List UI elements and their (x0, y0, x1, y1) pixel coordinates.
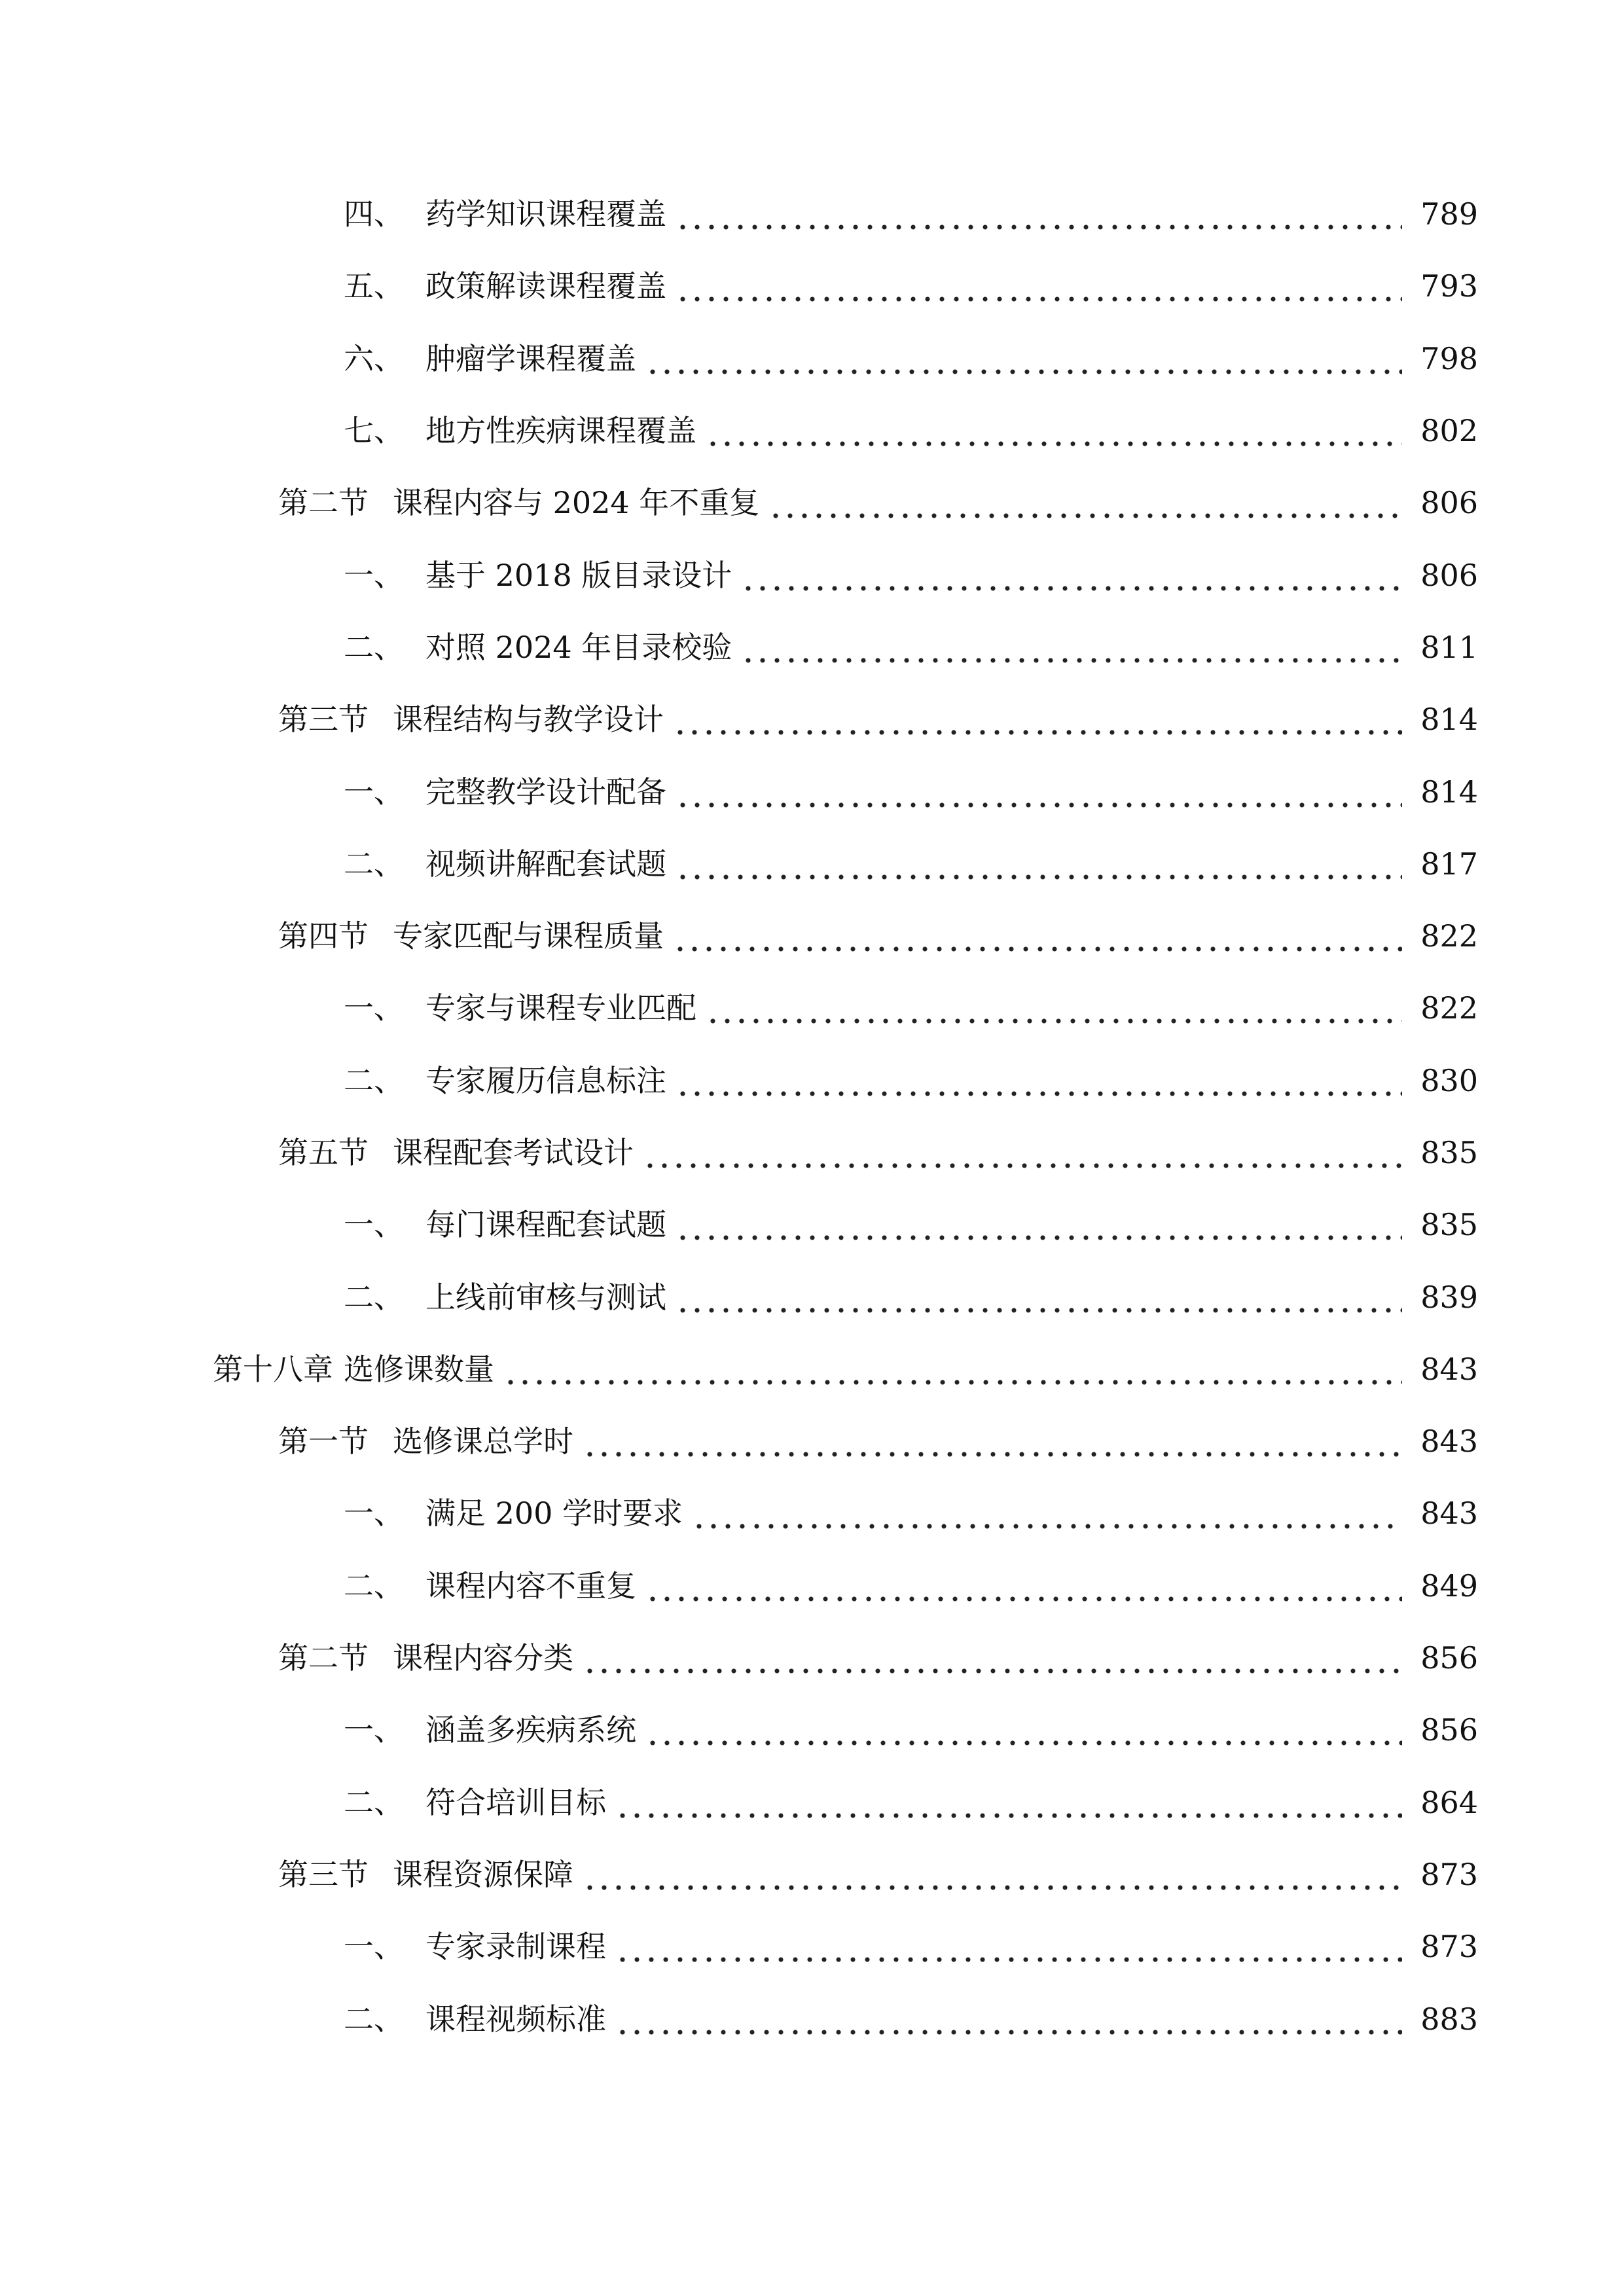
toc-entry-label (278, 1856, 573, 1893)
dot-leader (503, 1351, 1402, 1388)
toc-entry-label (344, 1062, 666, 1099)
toc-entry-page-number: 789 (1420, 196, 1478, 232)
toc-entry[interactable] (0, 1550, 1624, 1622)
toc-entry-title: 专家录制课程 (425, 1929, 606, 1965)
toc-entry-title: 基于 2018 版目录设计 (425, 557, 732, 593)
dot-leader (676, 1206, 1402, 1243)
dot-leader (615, 1784, 1402, 1821)
toc-entry-page-number: 806 (1420, 485, 1478, 521)
toc-entry-page-number: 843 (1420, 1424, 1478, 1460)
dot-leader (741, 629, 1402, 666)
toc-entry-label (344, 990, 696, 1026)
toc-entry-number: 第二节 (278, 485, 369, 521)
toc-entry-label (344, 774, 666, 810)
toc-entry-number: 二、 (344, 1568, 404, 1604)
toc-entry-page-number: 830 (1420, 1062, 1478, 1098)
toc-entry-title: 对照 2024 年目录校验 (425, 629, 732, 665)
toc-entry-title: 课程结构与教学设计 (393, 702, 664, 738)
toc-entry[interactable] (0, 323, 1624, 395)
toc-entry-label (344, 1568, 636, 1604)
toc-entry-number: 七、 (344, 413, 404, 449)
dot-leader (676, 268, 1402, 304)
toc-entry-page-number: 835 (1420, 1207, 1478, 1243)
toc-entry-title: 涵盖多疾病系统 (425, 1712, 636, 1748)
dot-leader (673, 918, 1402, 954)
toc-list (0, 178, 1624, 2055)
toc-entry-title: 地方性疾病课程覆盖 (425, 413, 696, 449)
dot-leader (673, 701, 1402, 738)
toc-entry-page-number: 856 (1420, 1640, 1478, 1676)
toc-entry-number: 一、 (344, 1712, 404, 1748)
toc-entry-page-number: 811 (1420, 629, 1478, 665)
toc-entry-page-number: 822 (1420, 990, 1478, 1026)
toc-entry-label (344, 1495, 683, 1532)
toc-entry-page-number: 843 (1420, 1351, 1478, 1387)
toc-entry[interactable] (0, 611, 1624, 683)
toc-entry-label (278, 1134, 634, 1171)
toc-entry-page-number: 873 (1420, 1856, 1478, 1892)
toc-entry[interactable] (0, 539, 1624, 611)
toc-entry-page-number: 806 (1420, 557, 1478, 593)
toc-entry[interactable] (0, 755, 1624, 827)
toc-entry[interactable] (0, 1477, 1624, 1549)
toc-entry-number: 四、 (344, 196, 404, 232)
toc-entry-label (344, 1712, 636, 1748)
toc-entry[interactable] (0, 1694, 1624, 1766)
dot-leader (706, 990, 1402, 1026)
toc-entry[interactable] (0, 1333, 1624, 1405)
toc-entry-label (278, 701, 664, 738)
toc-entry-page-number: 864 (1420, 1784, 1478, 1820)
toc-entry-number: 一、 (344, 1496, 404, 1532)
toc-entry-number: 二、 (344, 1279, 404, 1315)
toc-entry-number: 一、 (344, 774, 404, 810)
dot-leader (615, 1928, 1402, 1965)
toc-entry-label (278, 1640, 573, 1676)
toc-entry[interactable] (0, 900, 1624, 972)
dot-leader (676, 1062, 1402, 1099)
toc-entry-number: 一、 (344, 1207, 404, 1243)
toc-entry-label (344, 1279, 666, 1316)
toc-entry-page-number: 849 (1420, 1568, 1478, 1604)
toc-entry-label (344, 1928, 606, 1965)
toc-entry-title: 课程内容不重复 (425, 1568, 636, 1604)
dot-leader (676, 774, 1402, 810)
toc-entry-title: 选修课总学时 (393, 1424, 573, 1460)
dot-leader (706, 412, 1402, 449)
toc-entry-page-number: 843 (1420, 1496, 1478, 1532)
dot-leader (583, 1640, 1402, 1676)
toc-entry[interactable] (0, 828, 1624, 900)
toc-entry[interactable] (0, 1910, 1624, 1982)
toc-entry-number: 二、 (344, 1784, 404, 1820)
toc-entry-title: 每门课程配套试题 (425, 1207, 666, 1243)
toc-entry-number: 第一节 (278, 1424, 369, 1460)
toc-entry-title: 课程视频标准 (425, 2001, 606, 2037)
toc-entry-page-number: 814 (1420, 702, 1478, 738)
toc-entry-title: 专家与课程专业匹配 (425, 990, 696, 1026)
toc-entry[interactable] (0, 1045, 1624, 1117)
toc-entry-number: 第二节 (278, 1640, 369, 1676)
toc-entry-number: 五、 (344, 268, 404, 304)
dot-leader (741, 557, 1402, 594)
dot-leader (645, 340, 1402, 377)
dot-leader (768, 484, 1402, 521)
dot-leader (676, 196, 1402, 232)
toc-entry-label (344, 196, 666, 232)
toc-entry-page-number: 822 (1420, 918, 1478, 954)
toc-entry[interactable] (0, 1839, 1624, 1910)
toc-entry-label (344, 1784, 606, 1821)
toc-entry-title: 肿瘤学课程覆盖 (425, 340, 636, 376)
toc-entry[interactable] (0, 1622, 1624, 1694)
toc-entry-number: 第四节 (278, 918, 369, 954)
dot-leader (692, 1495, 1402, 1532)
toc-entry[interactable] (0, 178, 1624, 250)
toc-entry-number: 二、 (344, 1062, 404, 1098)
dot-leader (645, 1568, 1402, 1604)
toc-entry-label (344, 557, 732, 594)
toc-entry-page-number: 814 (1420, 774, 1478, 810)
toc-entry-page-number: 802 (1420, 413, 1478, 449)
toc-entry-title: 满足 200 学时要求 (425, 1496, 683, 1532)
toc-entry-number: 二、 (344, 846, 404, 882)
toc-entry-title: 政策解读课程覆盖 (425, 268, 666, 304)
toc-entry-page-number: 839 (1420, 1279, 1478, 1315)
toc-entry-number: 第三节 (278, 1856, 369, 1892)
toc-entry-number: 二、 (344, 2001, 404, 2037)
toc-entry-label (344, 340, 636, 377)
toc-entry-label (344, 2001, 606, 2037)
toc-entry-page-number: 873 (1420, 1929, 1478, 1965)
toc-entry-label (344, 846, 666, 882)
toc-entry-label (213, 1351, 494, 1388)
toc-entry[interactable] (0, 1189, 1624, 1261)
toc-entry-title: 专家匹配与课程质量 (393, 918, 664, 954)
toc-entry-label (278, 484, 759, 521)
toc-entry-label (344, 268, 666, 304)
toc-entry-number: 二、 (344, 629, 404, 665)
toc-entry-number: 一、 (344, 557, 404, 593)
toc-entry[interactable] (0, 467, 1624, 539)
dot-leader (615, 2001, 1402, 2037)
toc-entry-title: 药学知识课程覆盖 (425, 196, 666, 232)
toc-entry-page-number: 835 (1420, 1135, 1478, 1170)
dot-leader (583, 1856, 1402, 1893)
toc-entry-number: 一、 (344, 1929, 404, 1965)
toc-entry[interactable] (0, 1767, 1624, 1839)
toc-entry-label (278, 918, 664, 954)
toc-entry-title: 专家履历信息标注 (425, 1062, 666, 1098)
toc-entry-number: 六、 (344, 340, 404, 376)
toc-entry[interactable] (0, 250, 1624, 322)
toc-entry-title: 符合培训目标 (425, 1784, 606, 1820)
toc-entry[interactable] (0, 1405, 1624, 1477)
toc-entry-title: 完整教学设计配备 (425, 774, 666, 810)
toc-entry-number: 一、 (344, 990, 404, 1026)
toc-entry-title: 课程资源保障 (393, 1856, 573, 1892)
dot-leader (583, 1423, 1402, 1460)
toc-entry[interactable] (0, 1261, 1624, 1333)
toc-entry-page-number: 798 (1420, 340, 1478, 376)
dot-leader (676, 1279, 1402, 1316)
dot-leader (643, 1134, 1402, 1171)
toc-entry-title: 课程配套考试设计 (393, 1135, 634, 1170)
toc-entry-title: 上线前审核与测试 (425, 1279, 666, 1315)
toc-entry-number: 第五节 (278, 1135, 369, 1170)
toc-entry[interactable] (0, 1982, 1624, 2054)
toc-entry-title: 课程内容分类 (393, 1640, 573, 1676)
toc-entry-number: 第十八章 (213, 1351, 333, 1387)
toc-entry-page-number: 793 (1420, 268, 1478, 304)
toc-entry[interactable] (0, 1117, 1624, 1189)
toc-entry-page-number: 856 (1420, 1712, 1478, 1748)
toc-entry[interactable] (0, 972, 1624, 1044)
toc-entry-label (344, 1206, 666, 1243)
toc-entry-page-number: 817 (1420, 846, 1478, 882)
toc-entry[interactable] (0, 683, 1624, 755)
toc-entry[interactable] (0, 395, 1624, 467)
toc-entry-number: 第三节 (278, 702, 369, 738)
toc-entry-title: 选修课数量 (344, 1351, 494, 1387)
toc-entry-label (278, 1423, 573, 1460)
dot-leader (645, 1712, 1402, 1748)
toc-entry-label (344, 629, 732, 666)
toc-entry-page-number: 883 (1420, 2001, 1478, 2037)
toc-entry-title: 课程内容与 2024 年不重复 (393, 485, 760, 521)
toc-entry-title: 视频讲解配套试题 (425, 846, 666, 882)
dot-leader (676, 846, 1402, 882)
toc-entry-label (344, 412, 696, 449)
